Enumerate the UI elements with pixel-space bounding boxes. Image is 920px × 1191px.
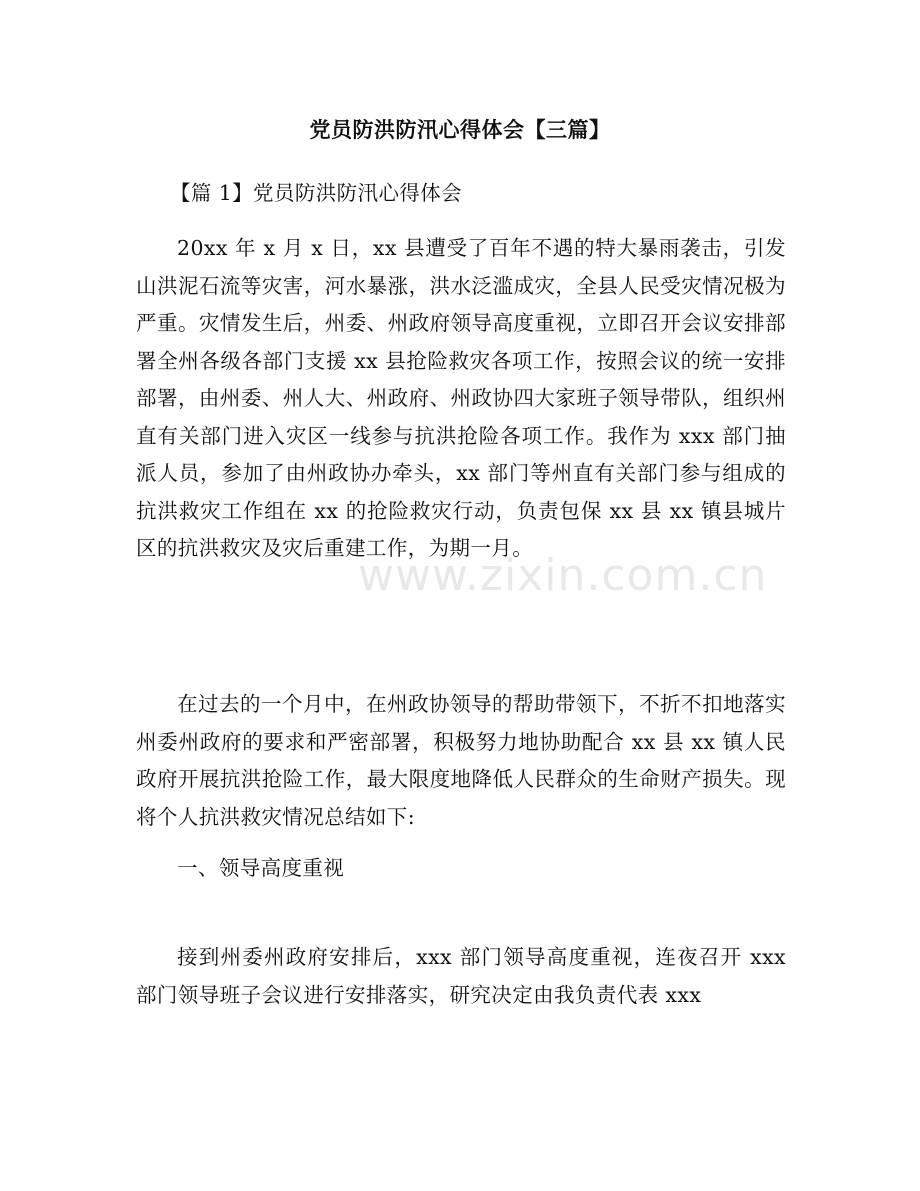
subheading-leadership: 一、领导高度重视: [177, 856, 345, 880]
body-paragraph-3: 接到州委州政府安排后，xxx 部门领导高度重视，连夜召开 xxx 部门领导班子会议进行安排落实，研究决定由我负责代表 xxx: [136, 945, 786, 1007]
page-title: 党员防洪防汛心得体会【三篇】: [309, 118, 611, 142]
watermark: www.zixin.com.cn: [358, 550, 768, 601]
body-paragraph-1: 20xx 年 x 月 x 日，xx 县遭受了百年不遇的特大暴雨袭击，引发山洪泥石流等灾害，河水暴涨，洪水泛滥成灾，全县人民受灾情况极为严重。灾情发生后，州委、州政府领导高度重视，立即召开会议安排部署全州各级各部门支援 xx 县抢险救灾各项工作，按照会议的统一安排部署，由州委、州人大、州政府、州政协四大家班子领导带队，组织州直有关部门进入灾区一线参与抗洪抢险各项工作。我作为 xxx 部门抽派人员，参加了由州政协办牵头，xx 部门等州直有关部门参与组成的抗洪救灾工作组在 xx 的抢险救灾行动，负责包保 xx 县 xx 镇县城片区的抗洪救灾及灾后重建工作，为期一月。: [136, 236, 786, 560]
section-heading: 【篇 1】党员防洪防汛心得体会: [170, 181, 463, 205]
body-paragraph-2: 在过去的一个月中，在州政协领导的帮助带领下，不折不扣地落实州委州政府的要求和严密部署，积极努力地协助配合 xx 县 xx 镇人民政府开展抗洪抢险工作，最大限度地降低人民群众的生命财产损失。现将个人抗洪救灾情况总结如下:: [136, 692, 786, 829]
